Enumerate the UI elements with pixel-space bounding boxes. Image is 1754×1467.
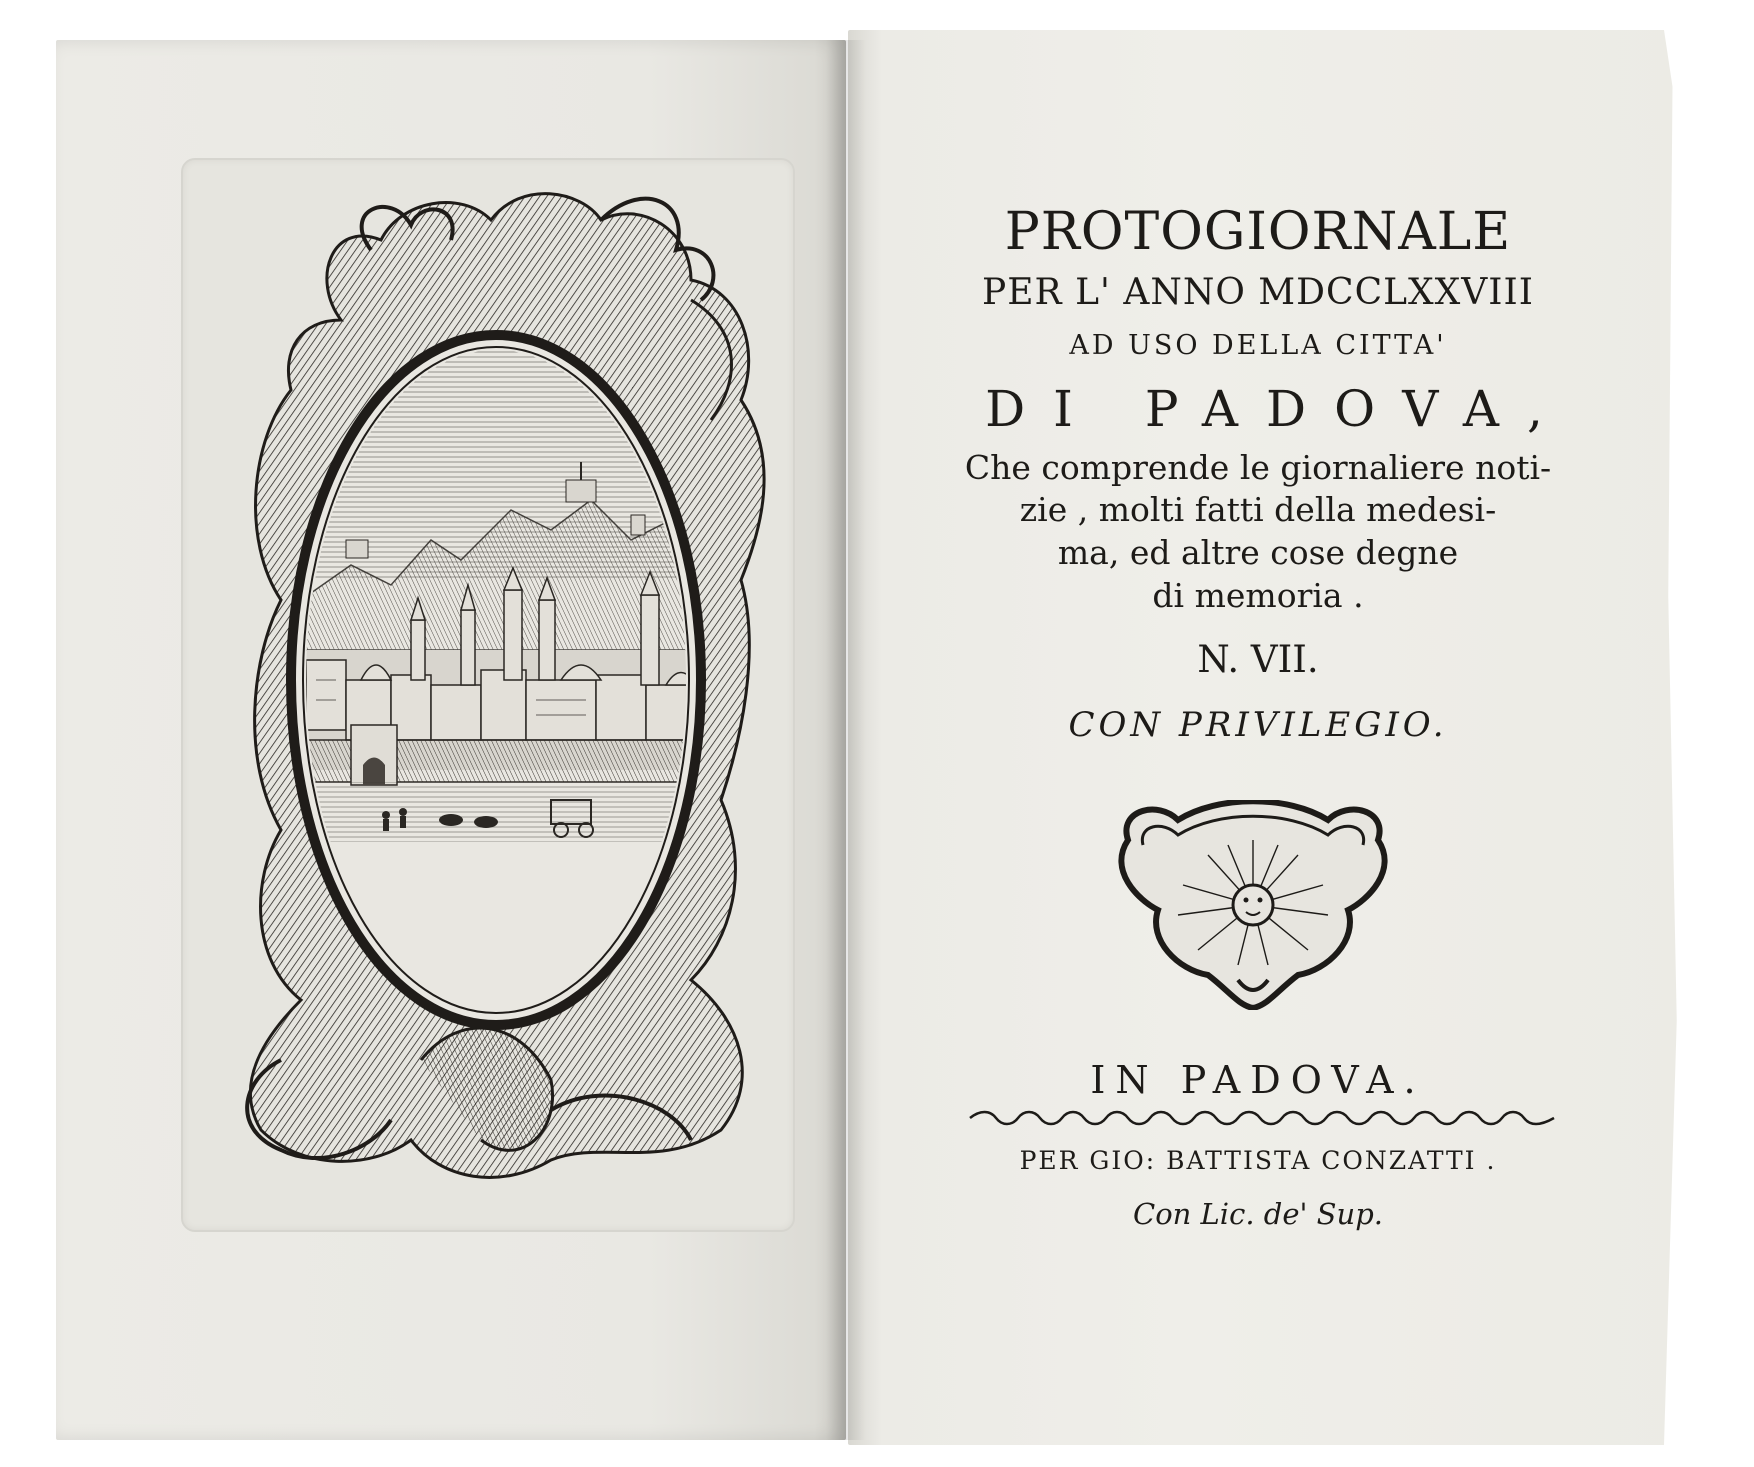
sun-ornament-icon [1108, 800, 1398, 1010]
description-line-2: zie , molti fatti della medesi- [1019, 490, 1497, 529]
description-line-4: di memoria . [1152, 576, 1364, 615]
city-line: DI PADOVA, [985, 380, 1571, 438]
imprint-place: IN PADOVA. [1090, 1058, 1426, 1102]
privilege-line: CON PRIVILEGIO. [1068, 705, 1448, 745]
ornamental-rule [966, 1108, 1558, 1128]
use-line: AD USO DELLA CITTA' [1069, 330, 1447, 361]
book-title: PROTOGIORNALE [1004, 202, 1512, 262]
frontispiece-engraving [221, 180, 781, 1210]
year-line: PER L' ANNO MDCCLXXVIII [982, 272, 1534, 313]
license-line: Con Lic. de' Sup. [1133, 1197, 1383, 1231]
description-line-3: ma, ed altre cose degne [1057, 533, 1459, 572]
printer-line: PER GIO: BATTISTA CONZATTI . [1019, 1146, 1497, 1175]
volume-number: N. VII. [1197, 638, 1319, 681]
description-line-1: Che comprende le giornaliere noti- [964, 448, 1552, 487]
title-page [848, 30, 1668, 1445]
open-book [56, 30, 1696, 1450]
